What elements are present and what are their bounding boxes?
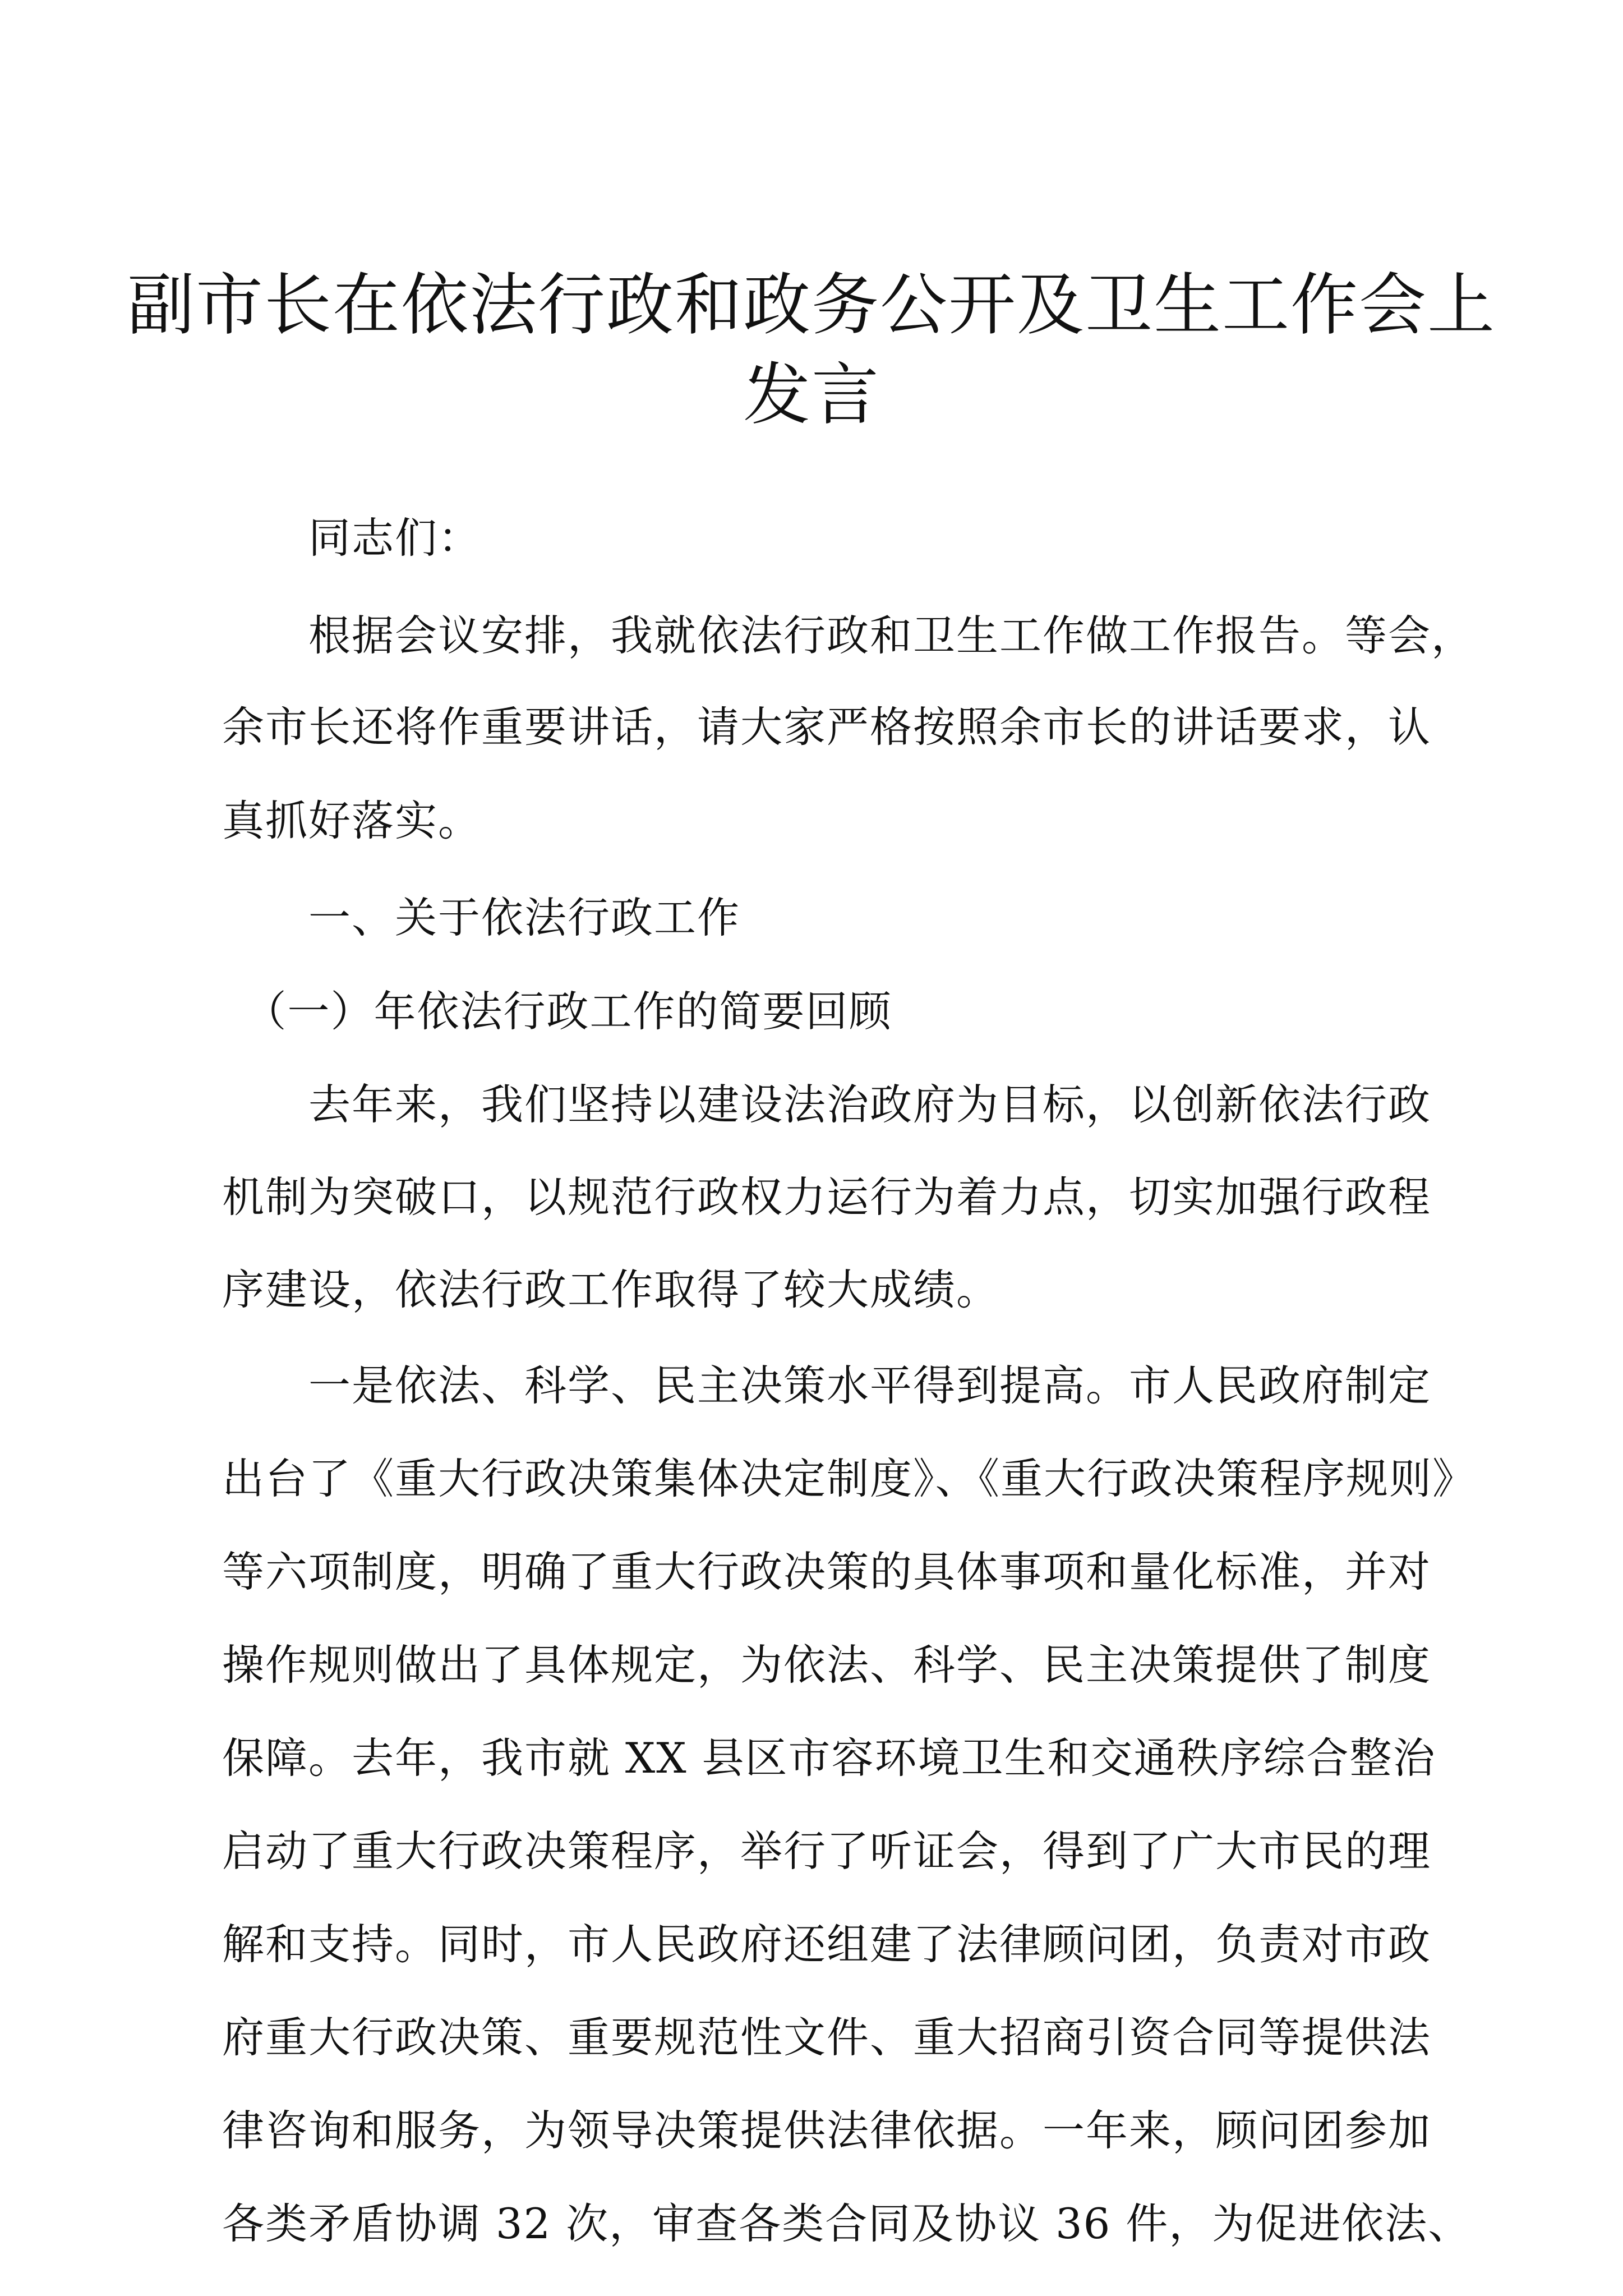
body-line: 出台了《重大行政决策集体决定制度》、《重大行政决策程序规则》: [222, 1454, 1476, 1503]
body-line: 真抓好落实。: [222, 796, 482, 845]
body-line: 一是依法、科学、民主决策水平得到提高。市人民政府制定: [222, 1361, 1432, 1410]
body-line: 保障。去年，我市就 XX 县区市容环境卫生和交通秩序综合整治: [222, 1733, 1436, 1783]
body-line: 启动了重大行政决策程序，举行了听证会，得到了广大市民的理: [222, 1826, 1432, 1876]
body-line: （一）年依法行政工作的简要回顾: [222, 987, 892, 1036]
body-line: 府重大行政决策、重要规范性文件、重大招商引资合同等提供法: [222, 2013, 1432, 2062]
body-line: 等六项制度，明确了重大行政决策的具体事项和量化标准，并对: [222, 1547, 1432, 1596]
body-line: 律咨询和服务，为领导决策提供法律依据。一年来，顾问团参加: [222, 2106, 1432, 2155]
body-line: 机制为突破口，以规范行政权力运行为着力点，切实加强行政程: [222, 1172, 1432, 1222]
body-line: 根据会议安排，我就依法行政和卫生工作做工作报告。等会，: [222, 611, 1475, 660]
body-line: 操作规则做出了具体规定，为依法、科学、民主决策提供了制度: [222, 1640, 1432, 1690]
body-line: 序建设，依法行政工作取得了较大成绩。: [222, 1265, 1000, 1314]
body-line: 余市长还将作重要讲话，请大家严格按照余市长的讲话要求，认: [222, 702, 1432, 752]
document-title-line1: 副市长在依法行政和政务公开及卫生工作会上: [127, 266, 1496, 344]
document-title-line2: 发言: [743, 356, 880, 434]
body-line: 一、关于依法行政工作: [222, 893, 741, 942]
body-line: 解和支持。同时，市人民政府还组建了法律顾问团，负责对市政: [222, 1920, 1432, 1969]
body-line: 各类矛盾协调 32 次，审查各类合同及协议 36 件，为促进依法、: [222, 2199, 1472, 2248]
body-line: 同志们：: [222, 513, 482, 563]
body-line: 去年来，我们坚持以建设法治政府为目标，以创新依法行政: [222, 1080, 1432, 1129]
